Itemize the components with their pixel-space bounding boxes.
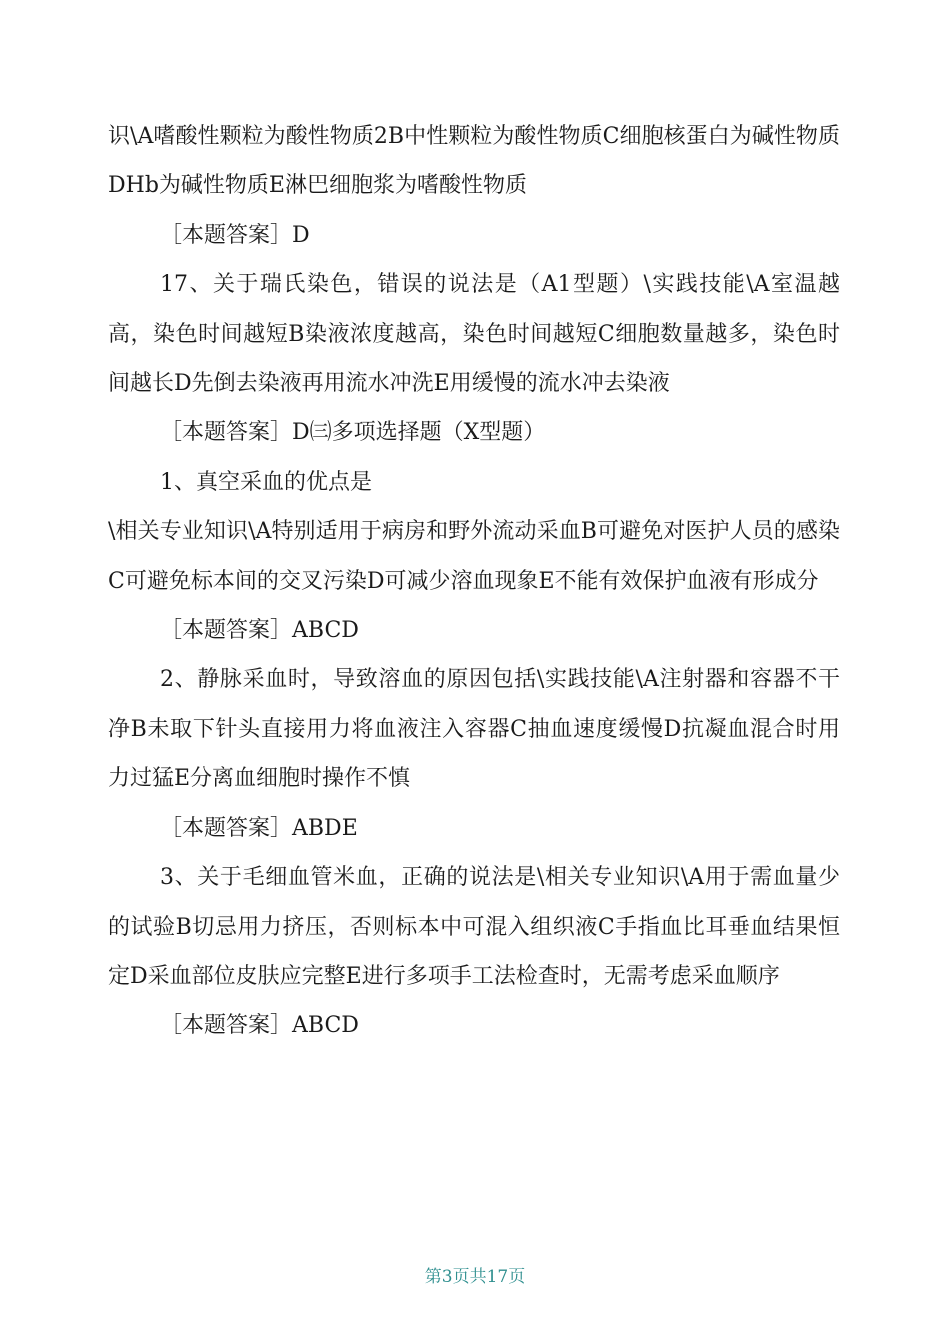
page-number-footer: 第3页共17页 [424, 1267, 526, 1287]
question-17: 17、关于瑞氏染色，错误的说法是（A1型题）\实践技能\A室温越高，染色时间越短B染液浓度越高，染色时间越短C细胞数量越多，染色时间越长D先倒去染液再用流水冲洗E用缓慢的流水冲去染液 [108, 272, 840, 397]
answer-line-m1: ［本题答案］ABCD [160, 618, 359, 644]
answer-line-16: ［本题答案］D [160, 222, 310, 248]
multi-question-1-title: 1、真空采血的优点是 [160, 469, 372, 495]
document-body [108, 112, 840, 1051]
answer-line-m2: ［本题答案］ABDE [160, 815, 358, 841]
multi-question-3: 3、关于毛细血管米血，正确的说法是\相关专业知识\A用于需血量少的试验B切忌用力挤压，否则标本中可混入组织液C手指血比耳垂血结果恒定D采血部位皮肤应完整E进行多项手工法检查时，无需考虑采血顺序 [108, 865, 840, 989]
answer-line-m3: ［本题答案］ABCD [160, 1013, 359, 1039]
multi-question-1-options: \相关专业知识\A特别适用于病房和野外流动采血B可避免对医护人员的感染C可避免标本间的交叉污染D可减少溶血现象E不能有效保护血液有形成分 [108, 519, 840, 594]
paragraph-1: 识\A嗜酸性颗粒为酸性物质2B中性颗粒为酸性物质C细胞核蛋白为碱性物质DHb为碱性物质E淋巴细胞浆为嗜酸性物质 [108, 124, 840, 199]
multi-question-2: 2、静脉采血时，导致溶血的原因包括\实践技能\A注射器和容器不干净B未取下针头直接用力将血液注入容器C抽血速度缓慢D抗凝血混合时用力过猛E分离血细胞时操作不慎 [108, 667, 840, 792]
answer-line-17: ［本题答案］D㈢多项选择题（X型题） [160, 420, 546, 446]
